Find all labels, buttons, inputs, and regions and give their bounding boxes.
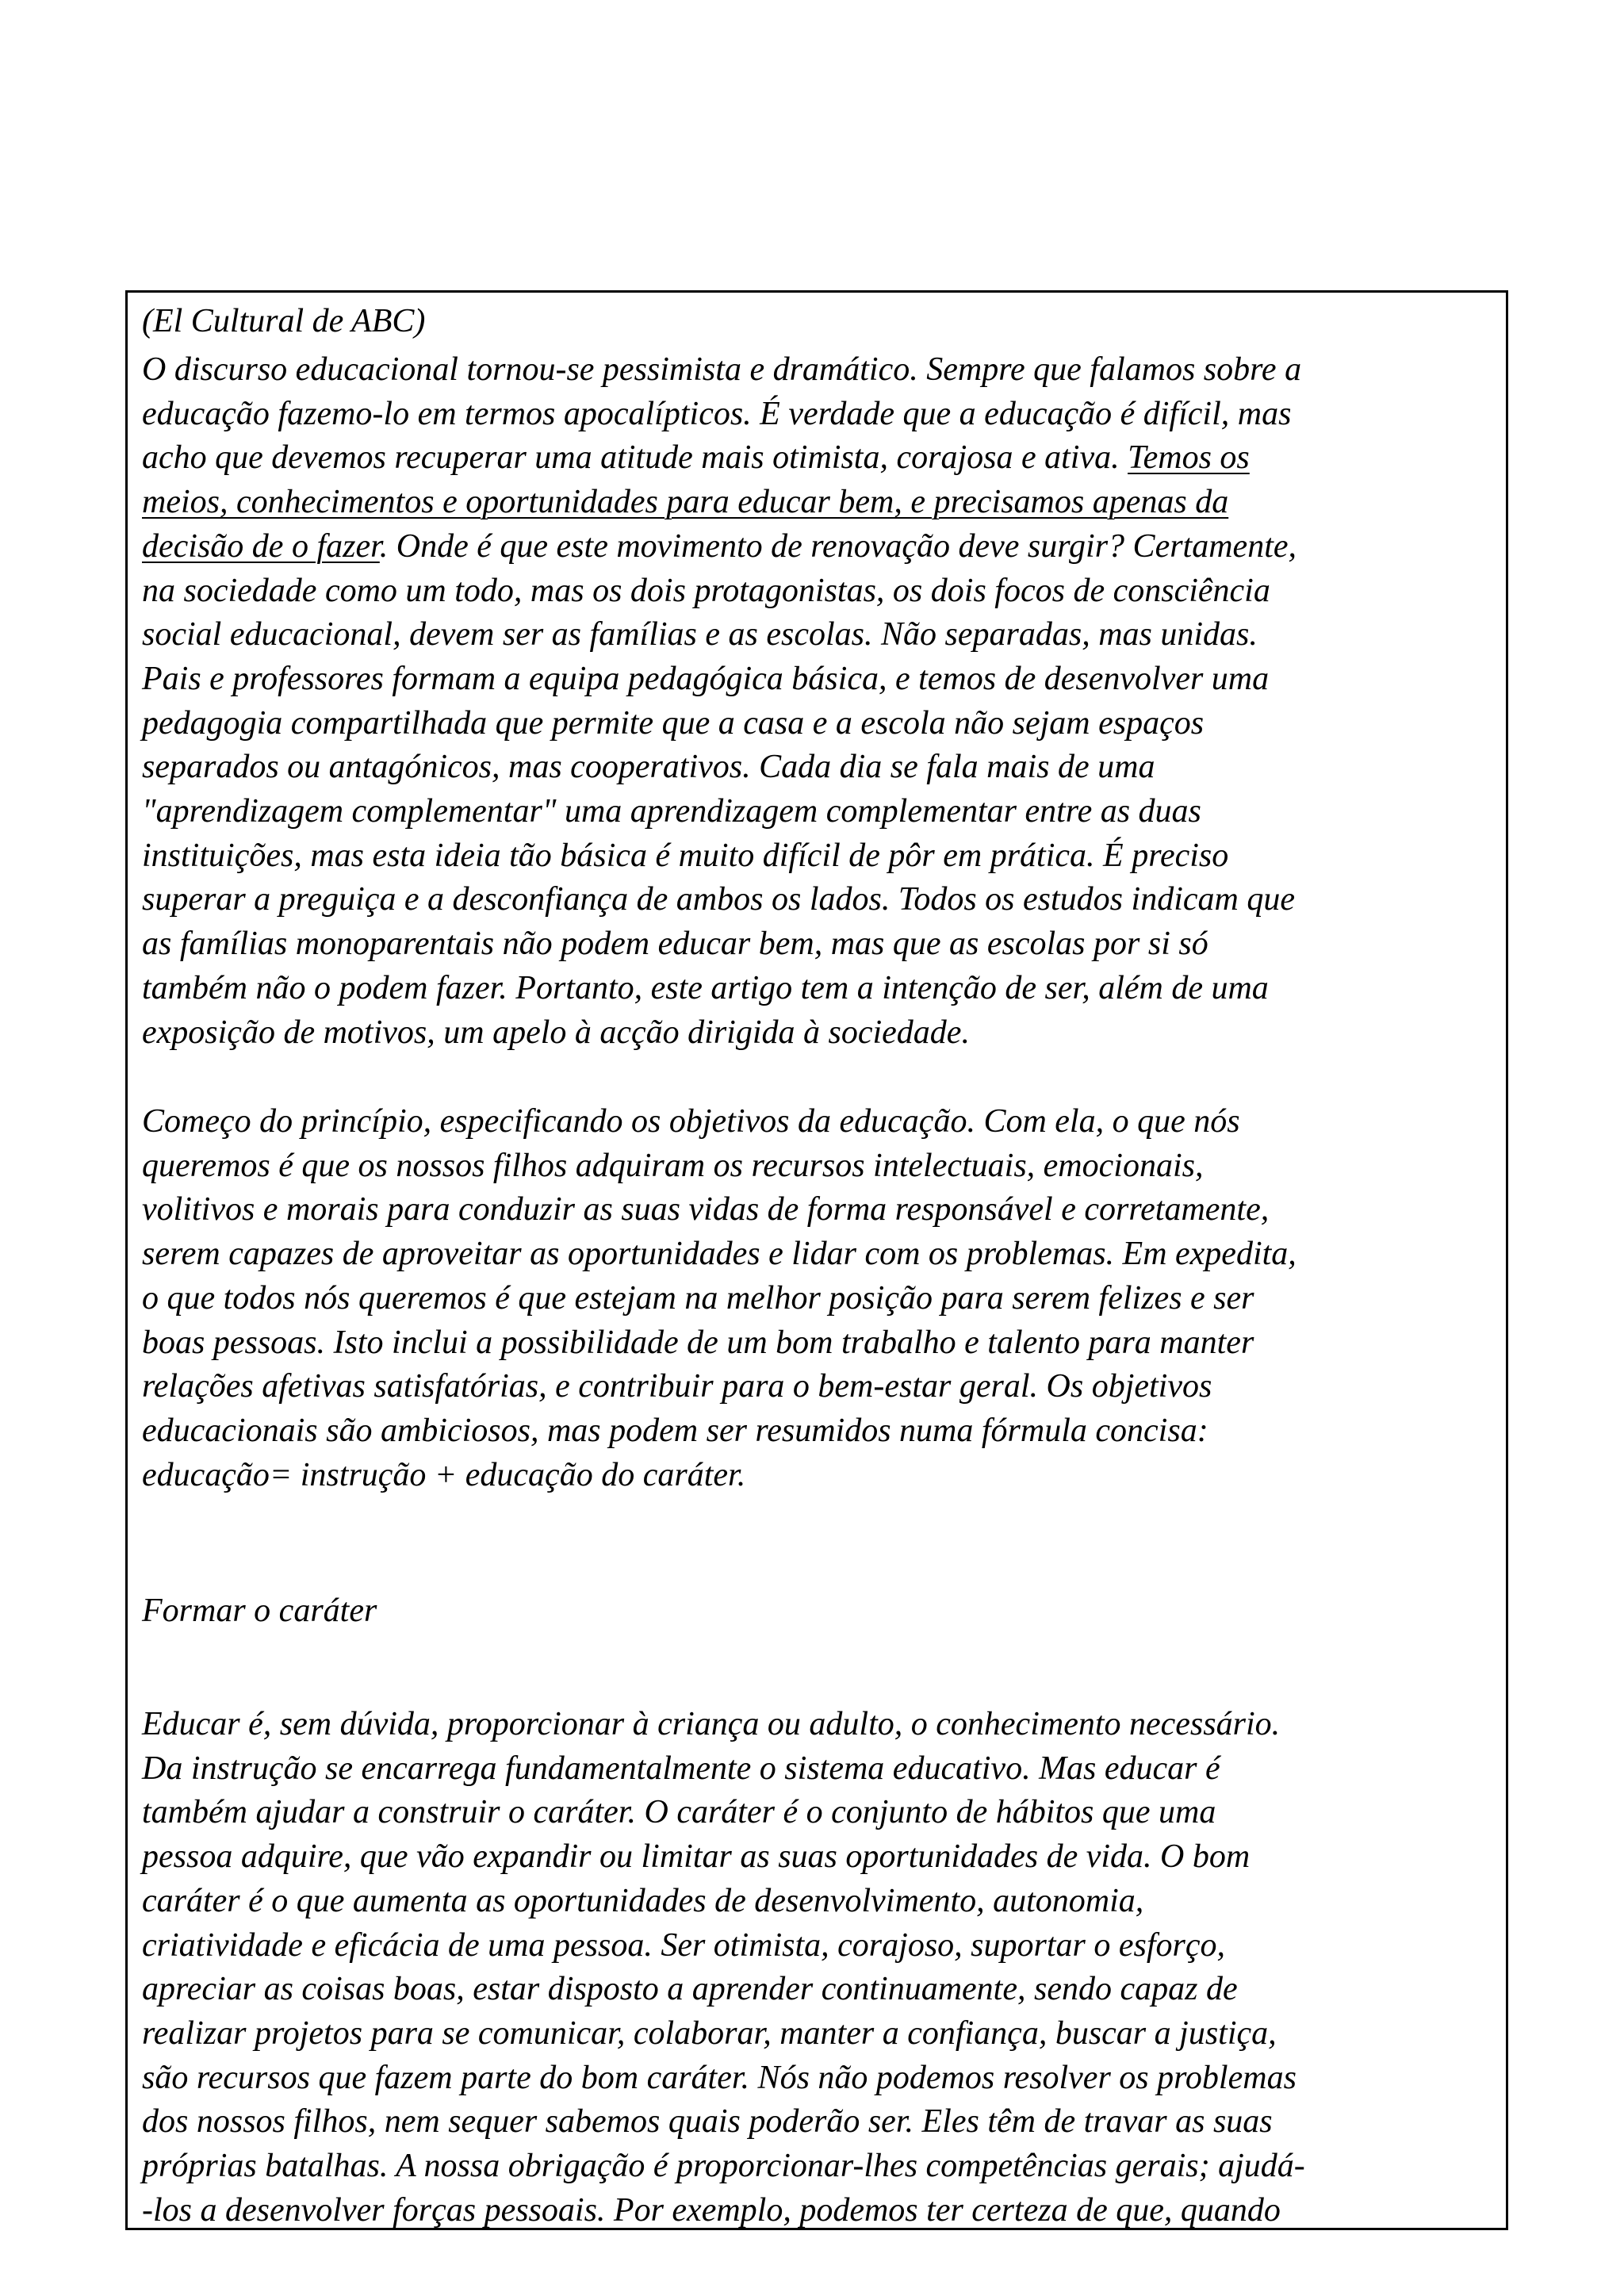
paragraph-3-line: realizar projetos para se comunicar, colaborar, manter a confiança, buscar a justiça, (142, 2014, 1277, 2052)
paragraph-2-line: educacionais são ambiciosos, mas podem ser resumidos numa fórmula concisa: (142, 1412, 1208, 1449)
paragraph-2 (142, 1100, 1297, 1497)
paragraph-2-line: boas pessoas. Isto inclui a possibilidade de um bom trabalho e talento para manter (142, 1324, 1254, 1361)
paragraph-1-text: acho que devemos recuperar uma atitude mais otimista, corajosa e ativa. (142, 439, 1128, 477)
paragraph-2-line: educação= instrução + educação do caráter. (142, 1456, 746, 1493)
paragraph-1-line: Pais e professores formam a equipa pedagógica básica, e temos de desenvolver uma (142, 660, 1270, 697)
paragraph-1-line: educação fazemo-lo em termos apocalípticos. É verdade que a educação é difícil, mas (142, 395, 1292, 432)
document-frame (125, 290, 1508, 2230)
paragraph-2-line: relações afetivas satisfatórias, e contribuir para o bem-estar geral. Os objetivos (142, 1368, 1212, 1405)
paragraph-1-text: . Onde é que este movimento de renovação deve surgir? Certamente, (379, 527, 1297, 565)
paragraph-3-line: apreciar as coisas boas, estar disposto a aprender continuamente, sendo capaz de (142, 1971, 1238, 2008)
paragraph-3-line: são recursos que fazem parte do bom caráter. Nós não podemos resolver os problemas (142, 2059, 1297, 2096)
paragraph-3-line: -los a desenvolver forças pessoais. Por exemplo, podemos ter certeza de que, quando (142, 2191, 1281, 2229)
paragraph-2-line: serem capazes de aproveitar as oportunidades e lidar com os problemas. Em expedita, (142, 1236, 1297, 1273)
paragraph-1 (142, 348, 1301, 1055)
paragraph-3-line: também ajudar a construir o caráter. O caráter é o conjunto de hábitos que uma (142, 1794, 1216, 1831)
paragraph-2-line: queremos é que os nossos filhos adquiram os recursos intelectuais, emocionais, (142, 1147, 1204, 1184)
source-citation: (El Cultural de ABC) (142, 303, 426, 339)
paragraph-1-line: instituições, mas esta ideia tão básica é muito difícil de pôr em prática. É preciso (142, 837, 1229, 874)
paragraph-3-line: dos nossos filhos, nem sequer sabemos quais poderão ser. Eles têm de travar as suas (142, 2103, 1273, 2141)
underlined-text: decisão de o fazer (142, 527, 380, 565)
paragraph-1-line: separados ou antagónicos, mas cooperativos. Cada dia se fala mais de uma (142, 749, 1155, 786)
paragraph-1-line: O discurso educacional tornou-se pessimista e dramático. Sempre que falamos sobre a (142, 351, 1302, 388)
paragraph-2-line: o que todos nós queremos é que estejam na melhor posição para serem felizes e ser (142, 1279, 1254, 1317)
paragraph-1-line: social educacional, devem ser as famílias e as escolas. Não separadas, mas unidas. (142, 616, 1258, 654)
paragraph-2-line: Começo do princípio, especificando os objetivos da educação. Com ela, o que nós (142, 1103, 1240, 1140)
paragraph-2-line: volitivos e morais para conduzir as suas vidas de forma responsável e corretamente, (142, 1191, 1270, 1228)
paragraph-1-line: superar a preguiça e a desconfiança de ambos os lados. Todos os estudos indicam que (142, 881, 1295, 918)
paragraph-3-line: Da instrução se encarrega fundamentalmente o sistema educativo. Mas educar é (142, 1750, 1220, 1787)
paragraph-3-line: Educar é, sem dúvida, proporcionar à criança ou adulto, o conhecimento necessário. (142, 1706, 1281, 1742)
paragraph-1-line (142, 436, 1301, 481)
paragraph-3-line: criatividade e eficácia de uma pessoa. Ser otimista, corajoso, suportar o esforço, (142, 1926, 1226, 1964)
paragraph-1-line: pedagogia compartilhada que permite que a casa e a escola não sejam espaços (142, 704, 1205, 742)
paragraph-3 (142, 1703, 1305, 2230)
paragraph-1-line (142, 481, 1301, 525)
paragraph-3-line: pessoa adquire, que vão expandir ou limitar as suas oportunidades de vida. O bom (142, 1838, 1251, 1876)
section-heading: Formar o caráter (142, 1593, 377, 1629)
underlined-text: Temos os (1128, 439, 1250, 477)
paragraph-1-line (142, 525, 1301, 569)
paragraph-1-line: na sociedade como um todo, mas os dois protagonistas, os dois focos de consciência (142, 572, 1270, 609)
paragraph-1-line: exposição de motivos, um apelo à acção dirigida à sociedade. (142, 1014, 970, 1051)
paragraph-1-line: também não o podem fazer. Portanto, este artigo tem a intenção de ser, além de uma (142, 969, 1269, 1006)
paragraph-3-line: próprias batalhas. A nossa obrigação é proporcionar-lhes competências gerais; ajudá- (142, 2148, 1305, 2185)
paragraph-1-line: "aprendizagem complementar" uma aprendizagem complementar entre as duas (142, 793, 1201, 830)
paragraph-3-line: caráter é o que aumenta as oportunidades de desenvolvimento, autonomia, (142, 1882, 1144, 1919)
underlined-text: meios, conhecimentos e oportunidades para educar bem, e precisamos apenas da (142, 484, 1229, 521)
paragraph-1-line: as famílias monoparentais não podem educar bem, mas que as escolas por si só (142, 926, 1208, 963)
